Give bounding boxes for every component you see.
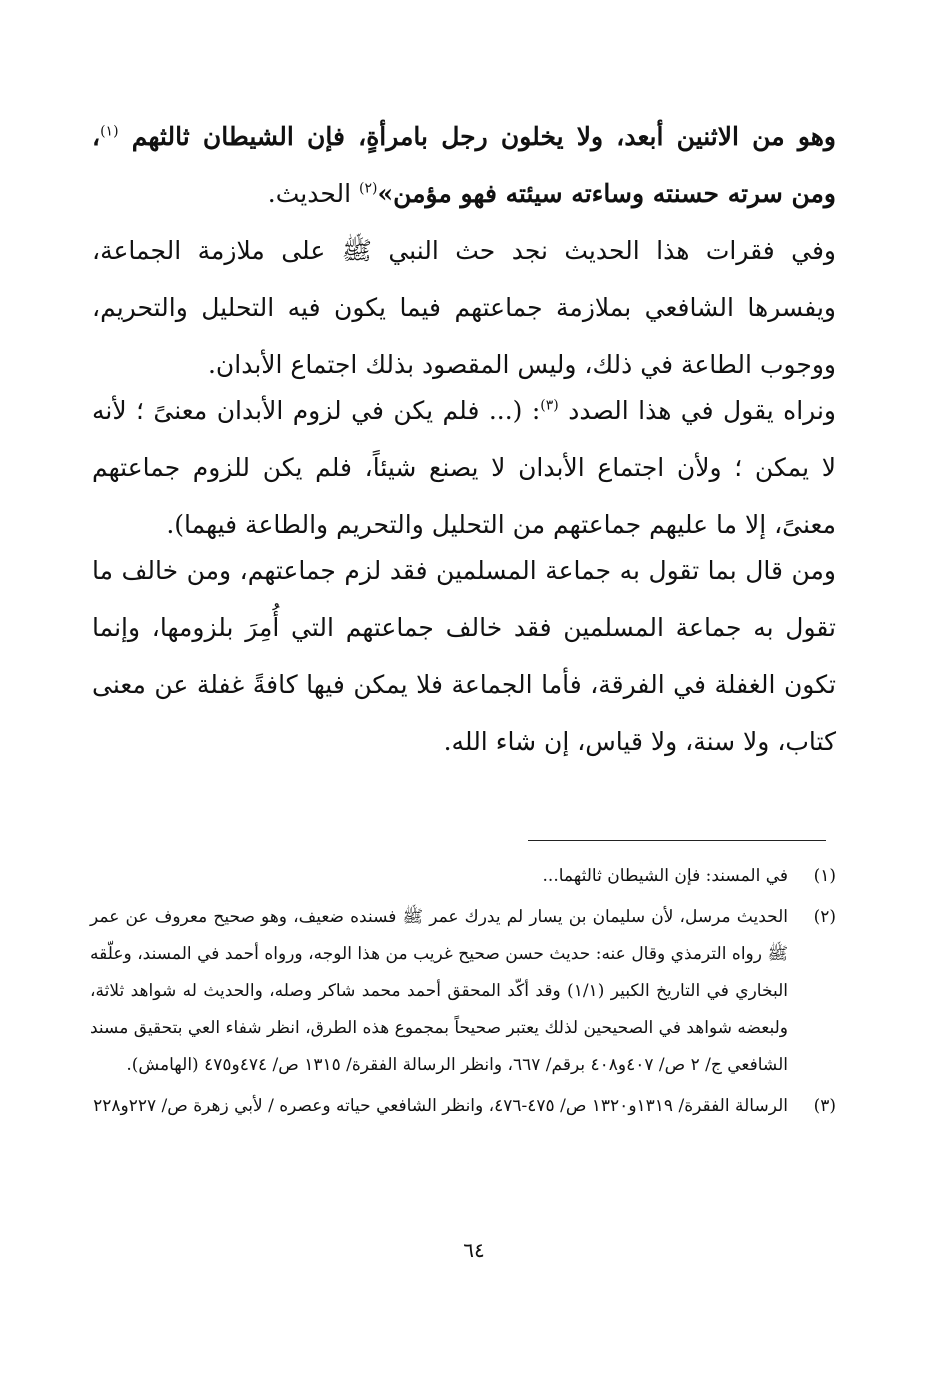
page-number: ٦٤ <box>463 1238 485 1262</box>
footnote-text: الرسالة الفقرة/ ١٣١٩و١٣٢٠ ص/ ٤٧٥-٤٧٦، وانظر الشافعي حياته وعصره / لأبي زهرة ص/ ٢٢٧و٢٢٨ <box>93 1096 788 1116</box>
footnote-ref-2: (٢) <box>358 180 378 197</box>
footnotes-section <box>90 858 836 1129</box>
paragraph-2-text: وفي فقرات هذا الحديث نجد حث النبي ﷺ على ملازمة الجماعة، ويفسرها الشافعي بملازمة جماعتهم فيما يكون فيه التحليل والتحريم، ووجوب الطاعة في ذلك، وليس المقصود بذلك اجتماع الأبدان. <box>92 236 836 379</box>
paragraph-1-text-b: ، ومن سرته حسنته وساءته سيئته فهو مؤمن» <box>92 122 836 208</box>
paragraph-1-text-a: وهو من الاثنين أبعد، ولا يخلون رجل بامرأةٍ، فإن الشيطان ثالثهم <box>118 122 836 151</box>
footnote-3 <box>90 1088 836 1125</box>
footnote-separator-rule <box>528 840 826 841</box>
paragraph-3-text-b: : (... فلم يكن في لزوم الأبدان معنىً ؛ لأنه لا يمكن ؛ ولأن اجتماع الأبدان لا يصنع شيئاً، فلم يكن للزوم جماعتهم معنىً، إلا ما عليهم جماعتهم من التحليل والتحريم والطاعة فيهما). <box>92 396 836 539</box>
footnote-text: الحديث مرسل، لأن سليمان بن يسار لم يدرك عمر ﷺ فسنده ضعيف، وهو صحيح معروف عن عمر ﷺ رواه الترمذي وقال عنه: حديث حسن صحيح غريب من هذا الوجه، ورواه أحمد في المسند، وعلّقه البخاري في التاريخ الكبير (١/١) وقد أكّد المحقق أحمد محمد شاكر وصله، والحديث له شواهد ثلاثة، ولبعضه شواهد في الصحيحين لذلك يعتبر صحيحاً بمجموع هذه الطرق، انظر شفاء العي بتحقيق مسند الشافعي ج/ ٢ ص/ ٤٠٧و٤٠٨ برقم/ ٦٦٧، وانظر الرسالة الفقرة/ ١٣١٥ ص/ ٤٧٤و٤٧٥ (الهامش). <box>90 907 788 1075</box>
paragraph-1-text-c: الحديث. <box>267 179 359 208</box>
footnote-ref-1: (١) <box>100 123 119 140</box>
paragraph-2 <box>92 222 836 393</box>
footnote-1 <box>90 858 836 895</box>
footnote-text: في المسند: فإن الشيطان ثالثهما... <box>542 866 788 886</box>
paragraph-3 <box>92 382 836 553</box>
footnote-number: (٢) <box>813 907 836 927</box>
paragraph-1 <box>92 108 836 222</box>
paragraph-3-text-a: ونراه يقول في هذا الصدد <box>558 396 837 425</box>
footnote-ref-3: (٣) <box>540 397 559 414</box>
footnote-number: (١) <box>813 866 836 886</box>
paragraph-4 <box>92 542 836 770</box>
footnote-number: (٣) <box>813 1096 836 1116</box>
paragraph-4-text: ومن قال بما تقول به جماعة المسلمين فقد لزم جماعتهم، ومن خالف ما تقول به جماعة المسلمين فقد خالف جماعتهم التي أُمِرَ بلزومها، وإنما تكون الغفلة في الفرقة، فأما الجماعة فلا يمكن فيها كافةً غفلة عن معنى كتاب، ولا سنة، ولا قياس، إن شاء الله. <box>92 556 836 756</box>
footnote-2 <box>90 899 836 1084</box>
